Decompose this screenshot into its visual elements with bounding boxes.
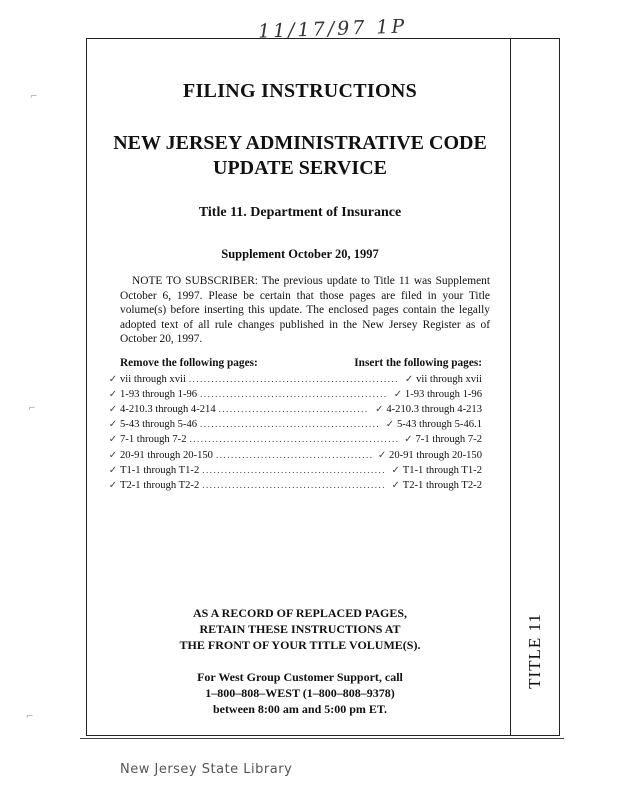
spine-divider bbox=[510, 38, 511, 736]
dot-leaders bbox=[202, 463, 386, 477]
record-line: RETAIN THESE INSTRUCTIONS AT bbox=[199, 622, 401, 637]
spine-label: TITLE 11 bbox=[525, 613, 544, 689]
code-title: NEW JERSEY ADMINISTRATIVE CODE bbox=[113, 132, 487, 154]
check-mark-icon: ✓ bbox=[375, 403, 384, 415]
insert-range: 4-210.3 through 4-213 bbox=[386, 403, 482, 415]
library-stamp: New Jersey State Library bbox=[120, 762, 293, 777]
dot-leaders bbox=[189, 372, 399, 386]
check-mark-icon: ✓ bbox=[108, 464, 118, 476]
check-mark-icon: ✓ bbox=[108, 388, 118, 400]
handwritten-date: 11/17/97 1P bbox=[257, 15, 408, 43]
remove-range: 4-210.3 through 4-214 bbox=[120, 403, 216, 415]
record-line: THE FRONT OF YOUR TITLE VOLUME(S). bbox=[179, 638, 421, 653]
page-row bbox=[106, 372, 482, 387]
check-mark-icon: ✓ bbox=[404, 373, 414, 385]
remove-range: T2-1 through T2-2 bbox=[120, 479, 200, 491]
scan-mark: ⌐ bbox=[28, 404, 36, 414]
remove-header: Remove the following pages: bbox=[120, 356, 258, 369]
code-subtitle: UPDATE SERVICE bbox=[213, 157, 387, 179]
remove-range: 20-91 through 20-150 bbox=[120, 449, 213, 461]
supplement-date: Supplement October 20, 1997 bbox=[221, 247, 379, 261]
page-list bbox=[106, 372, 482, 494]
check-mark-icon: ✓ bbox=[391, 479, 400, 491]
insert-range: T2-1 through T2-2 bbox=[402, 479, 482, 491]
customer-support bbox=[100, 669, 500, 717]
insert-range: 5-43 through 5-46.1 bbox=[396, 419, 482, 431]
insert-range: T1-1 through T1-2 bbox=[402, 464, 482, 476]
insert-range: 7-1 through 7-2 bbox=[415, 434, 482, 446]
remove-range: T1-1 through T1-2 bbox=[120, 464, 200, 476]
page-row bbox=[106, 432, 482, 447]
department-title: Title 11. Department of Insurance bbox=[198, 205, 402, 220]
remove-range: 7-1 through 7-2 bbox=[120, 434, 187, 446]
check-mark-icon: ✓ bbox=[393, 388, 403, 400]
dot-leaders bbox=[202, 478, 386, 492]
insert-header: Insert the following pages: bbox=[354, 356, 482, 369]
record-line: AS A RECORD OF REPLACED PAGES, bbox=[192, 606, 408, 621]
remove-range: 5-43 through 5-46 bbox=[120, 419, 198, 431]
page-row bbox=[106, 387, 482, 402]
remove-range: 1-93 through 1-96 bbox=[120, 388, 198, 400]
dot-leaders bbox=[216, 448, 372, 462]
page-row bbox=[106, 402, 482, 417]
dot-leaders bbox=[190, 432, 399, 446]
bottom-rule bbox=[80, 738, 564, 739]
record-notice bbox=[100, 605, 500, 653]
page-row bbox=[106, 417, 482, 432]
check-mark-icon: ✓ bbox=[108, 434, 118, 446]
scan-mark: ⌐ bbox=[26, 712, 34, 722]
support-phone: 1–800–808–WEST (1–800–808–9378) bbox=[205, 686, 395, 701]
check-mark-icon: ✓ bbox=[404, 434, 413, 446]
instructions-content bbox=[100, 38, 500, 717]
subscriber-note: NOTE TO SUBSCRIBER: The previous update to Title 11 was Supplement October 6, 1997. Please be certain that those pages are filed in your Title volume(s) before inserting this update. The enclosed pages contain the legally adopted text of all rule changes published in the New Jersey Register as of October 20, 1997. bbox=[120, 275, 490, 345]
insert-range: 20-91 through 20-150 bbox=[389, 449, 482, 461]
page-row bbox=[106, 463, 482, 478]
scan-mark: ⌐ bbox=[30, 92, 38, 102]
support-line: For West Group Customer Support, call bbox=[197, 670, 403, 685]
dot-leaders bbox=[219, 402, 370, 416]
insert-range: 1-93 through 1-96 bbox=[404, 388, 482, 400]
check-mark-icon: ✓ bbox=[108, 479, 118, 491]
check-mark-icon: ✓ bbox=[108, 419, 118, 431]
check-mark-icon: ✓ bbox=[108, 449, 118, 461]
check-mark-icon: ✓ bbox=[391, 464, 400, 476]
page-title: FILING INSTRUCTIONS bbox=[182, 80, 418, 102]
remove-range: vii through xvii bbox=[120, 373, 186, 385]
check-mark-icon: ✓ bbox=[385, 419, 395, 431]
page-row bbox=[106, 448, 482, 463]
check-mark-icon: ✓ bbox=[108, 373, 118, 385]
dot-leaders bbox=[200, 417, 380, 431]
pages-header bbox=[120, 357, 482, 369]
check-mark-icon: ✓ bbox=[377, 449, 387, 461]
page-row bbox=[106, 478, 482, 493]
insert-range: vii through xvii bbox=[416, 373, 482, 385]
support-hours: between 8:00 am and 5:00 pm ET. bbox=[212, 702, 388, 717]
dot-leaders bbox=[200, 387, 388, 401]
check-mark-icon: ✓ bbox=[108, 403, 118, 415]
